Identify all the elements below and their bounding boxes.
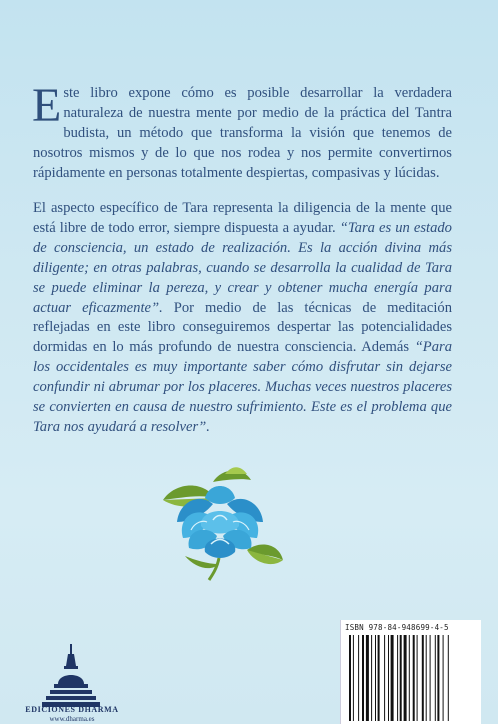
isbn-number: ISBN 978-84-948699-4-5	[345, 623, 449, 632]
barcode-bar	[437, 635, 439, 721]
barcode-bar	[384, 635, 385, 721]
barcode-bar	[378, 635, 380, 721]
barcode-bar	[391, 635, 394, 721]
publisher-website: www.dharma.es	[49, 715, 95, 723]
barcode-bar	[353, 635, 354, 721]
barcode-bar	[362, 635, 364, 721]
lotus-flower-icon	[155, 464, 285, 582]
quote-1: “Tara es un estado de consciencia, un estado de realización. Es la acción divina más diligente; en otras palabras, cuando se desarrolla la cualidad de Tara se puede eliminar la pereza, y crear y obtener mucha energía para actuar eficazmente”.	[33, 219, 452, 316]
barcode-bar	[422, 635, 424, 721]
barcode-bar	[371, 635, 372, 721]
barcode-bar	[388, 635, 389, 721]
barcode-bar	[417, 635, 418, 721]
barcode-bar	[430, 635, 431, 721]
barcode-icon	[347, 635, 475, 721]
barcode-bar	[409, 635, 410, 721]
barcode-bar	[448, 635, 449, 721]
barcode-bar	[404, 635, 407, 721]
isbn-barcode-box	[340, 620, 481, 724]
paragraph-2-middle: Por medio de las técnicas de meditación reflejadas en este libro conseguiremos despertar las potencialidades dormidas en lo más profundo de nuestra consciencia. Además	[33, 299, 452, 356]
barcode-bar	[413, 635, 415, 721]
barcode-bar	[397, 635, 398, 721]
barcode-bar	[358, 635, 359, 721]
paragraph-2-intro: El aspecto específico de Tara representa la diligencia de la mente que está libre de todo error, siempre dispuesta a ayudar.	[33, 200, 452, 236]
barcode-bar	[375, 635, 376, 721]
publisher-name: EDICIONES DHARMA	[25, 705, 119, 714]
barcode-bar	[349, 635, 351, 721]
description-paragraph-1	[32, 79, 452, 184]
barcode-bar	[435, 635, 436, 721]
paragraph-1-text: ste libro expone cómo es posible desarrollar la verdadera naturaleza de nuestra mente por medio de la práctica del Tantra budista, un método que transforma la visión que tenemos de nosotros mismos y de lo que nos rodea y nos permite convertirnos rápidamente en personas totalmente despiertas, compasivas y lúcidas.	[33, 85, 452, 181]
barcode-bar	[426, 635, 427, 721]
stupa-logo-icon	[42, 644, 100, 708]
barcode-bar	[400, 635, 402, 721]
barcode-bar	[366, 635, 369, 721]
quote-2: “Para los occidentales es muy importante saber cómo disfrutar sin dejarse confundir ni abrumar por los placeres. Muchas veces nuestros placeres se convierten en causa de nuestro sufrimiento. Este es el problema que Tara nos ayudará a resolver”.	[33, 339, 452, 435]
description-paragraph-2	[33, 199, 452, 438]
drop-cap: E	[32, 79, 62, 132]
barcode-bar	[443, 635, 444, 721]
